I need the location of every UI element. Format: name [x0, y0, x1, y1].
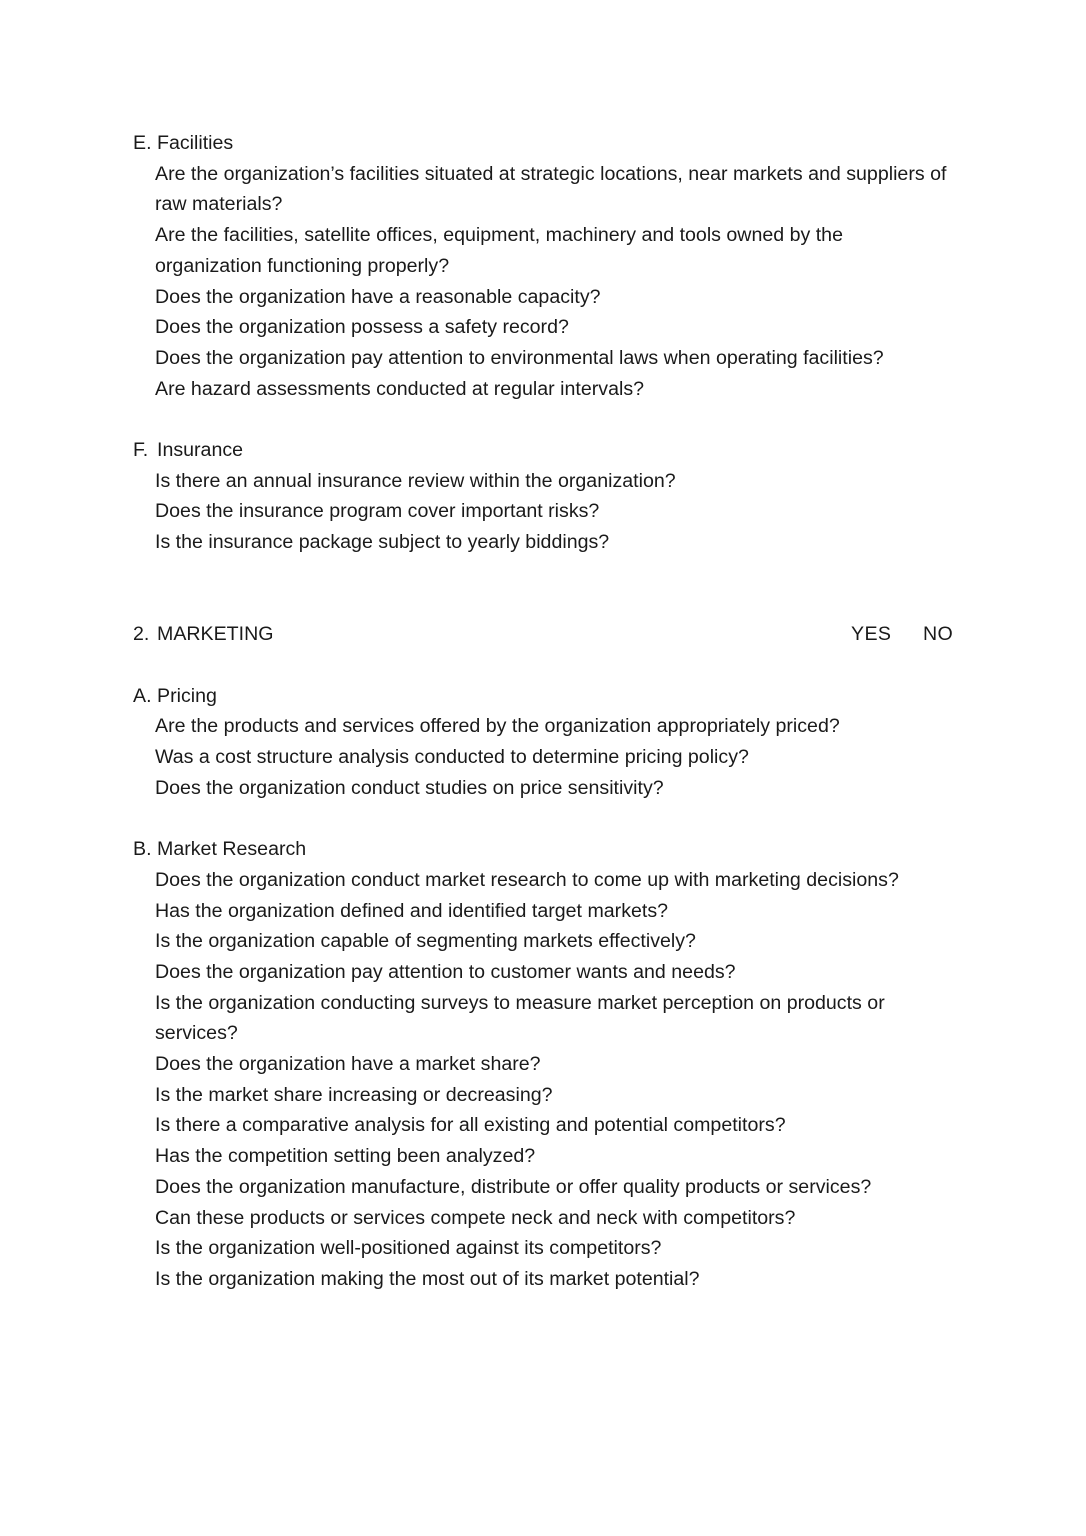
section-marker: F.: [133, 439, 149, 462]
question-item: Does the organization possess a safety record?: [155, 316, 569, 339]
question-item: Does the organization pay attention to environmental laws when operating facilities?: [155, 346, 884, 369]
section-spacer: [133, 650, 953, 681]
question-item: Is the organization making the most out of its market potential?: [155, 1267, 700, 1290]
section-heading-pricing: [133, 681, 953, 712]
section-marker: 2.: [133, 623, 150, 646]
question-item: Is there an annual insurance review within the organization?: [155, 469, 676, 492]
section-heading-facilities: [133, 128, 953, 159]
question-item: Does the organization pay attention to customer wants and needs?: [155, 960, 736, 983]
question-item: Does the organization have a reasonable capacity?: [155, 285, 601, 308]
section-marker: E.: [133, 132, 152, 154]
question-list-insurance: [133, 466, 953, 558]
section-spacer: [133, 803, 953, 834]
question-item: Is the insurance package subject to yearly biddings?: [155, 531, 610, 554]
question-item: Is the market share increasing or decreasing?: [155, 1083, 553, 1106]
section-marker: A.: [133, 684, 152, 707]
section-title: Insurance: [157, 439, 244, 462]
question-item: Is there a comparative analysis for all existing and potential competitors?: [155, 1114, 786, 1137]
question-item: Is the organization conducting surveys to measure market perception on products or services?: [155, 991, 885, 1045]
section-heading-marketing: [133, 619, 953, 650]
question-item: Is the organization capable of segmenting markets effectively?: [155, 930, 696, 953]
question-list-pricing: [133, 711, 953, 803]
section-insurance: [133, 435, 953, 558]
section-heading-insurance: [133, 435, 953, 466]
section-spacer: [133, 558, 953, 619]
question-item: Has the competition setting been analyzed?: [155, 1145, 536, 1168]
question-list-market-research: [133, 865, 953, 1295]
section-title: Pricing: [157, 684, 217, 707]
section-marketing: [133, 619, 953, 650]
question-item: Does the insurance program cover important risks?: [155, 500, 600, 523]
section-heading-market-research: [133, 834, 953, 865]
question-item: Does the organization conduct studies on price sensitivity?: [155, 776, 664, 799]
question-item: Are hazard assessments conducted at regular intervals?: [155, 377, 645, 400]
section-pricing: [133, 681, 953, 804]
section-title: Market Research: [157, 838, 307, 861]
question-list-facilities: [133, 159, 953, 405]
question-item: Is the organization well-positioned against its competitors?: [155, 1237, 662, 1260]
question-item: Does the organization have a market share?: [155, 1053, 541, 1076]
question-item: Can these products or services compete neck and neck with competitors?: [155, 1206, 796, 1229]
question-item: Was a cost structure analysis conducted to determine pricing policy?: [155, 746, 749, 769]
question-item: Are the facilities, satellite offices, equipment, machinery and tools owned by the organization functioning properly?: [155, 224, 843, 277]
column-header-yes: YES: [851, 623, 892, 646]
section-title: MARKETING: [157, 623, 274, 646]
section-market-research: [133, 834, 953, 1295]
section-marker: B.: [133, 838, 152, 861]
question-item: Does the organization manufacture, distribute or offer quality products or services?: [155, 1175, 872, 1198]
document-body: [133, 128, 953, 1295]
question-item: Does the organization conduct market research to come up with marketing decisions?: [155, 868, 899, 891]
section-spacer: [133, 404, 953, 435]
section-facilities: [133, 128, 953, 404]
question-item: Has the organization defined and identified target markets?: [155, 899, 669, 922]
column-header-no: NO: [923, 623, 954, 646]
question-item: Are the organization’s facilities situated at strategic locations, near markets and suppliers of raw materials?: [155, 162, 947, 216]
section-title: Facilities: [157, 132, 234, 154]
question-item: Are the products and services offered by the organization appropriately priced?: [155, 715, 840, 738]
